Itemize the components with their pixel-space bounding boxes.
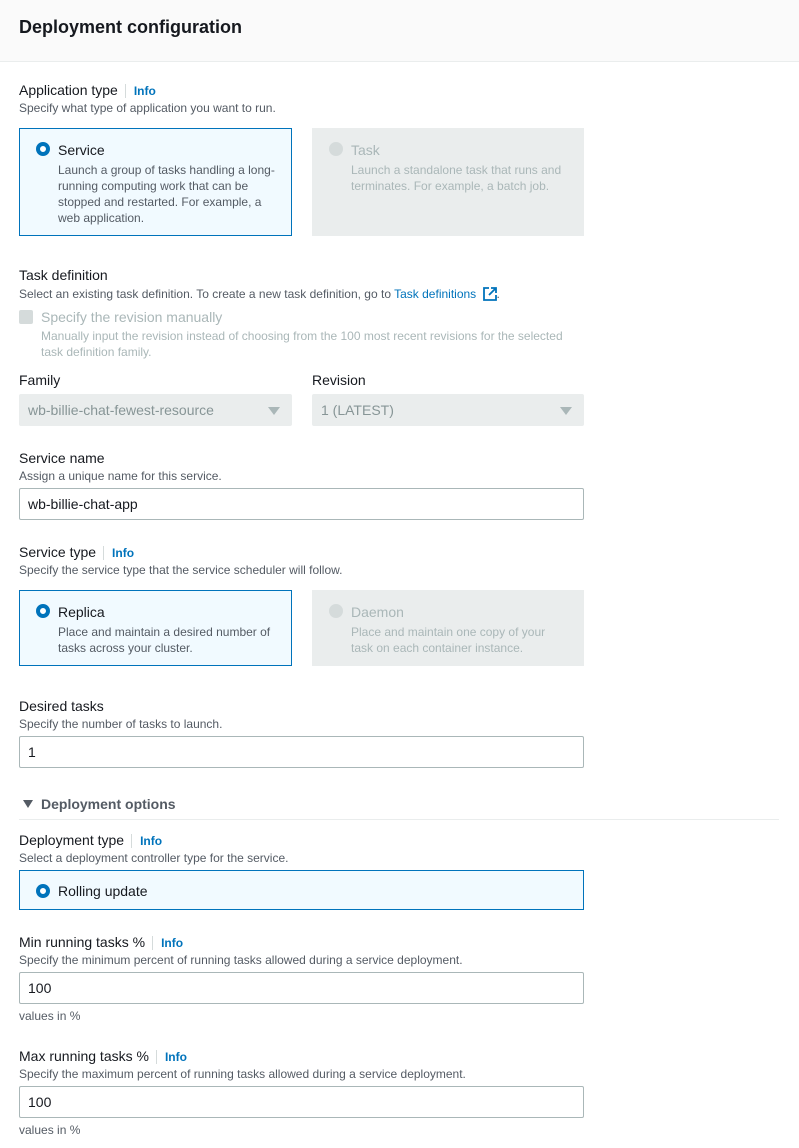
task-tile-description: Launch a standalone task that runs and terminates. For example, a batch job. xyxy=(351,163,562,193)
caret-down-icon xyxy=(23,800,33,808)
deployment-options-toggle[interactable] xyxy=(23,795,176,813)
rolling-update-tile[interactable] xyxy=(19,870,584,910)
desired-tasks-input[interactable]: 1 xyxy=(19,736,584,768)
revision-label: Revision xyxy=(312,372,366,388)
rolling-update-radio[interactable] xyxy=(36,884,50,898)
service-type-description: Specify the service type that the service scheduler will follow. xyxy=(19,563,343,577)
family-label: Family xyxy=(19,372,61,388)
deployment-options-label: Deployment options xyxy=(41,796,176,812)
task-radio[interactable] xyxy=(329,142,343,156)
task-definition-description-suffix: . xyxy=(496,287,500,301)
rolling-update-label: Rolling update xyxy=(58,883,148,899)
application-type-label-row xyxy=(19,81,156,100)
max-running-info-link[interactable]: Info xyxy=(156,1050,187,1064)
service-name-description: Assign a unique name for this service. xyxy=(19,469,222,483)
task-tile-title: Task xyxy=(351,142,380,158)
external-link-icon[interactable] xyxy=(483,287,497,305)
service-type-label: Service type xyxy=(19,544,97,560)
container-header xyxy=(0,0,799,62)
daemon-radio[interactable] xyxy=(329,604,343,618)
min-running-info-link[interactable]: Info xyxy=(152,936,183,950)
max-running-input[interactable]: 100 xyxy=(19,1086,584,1118)
desired-tasks-description: Specify the number of tasks to launch. xyxy=(19,717,223,731)
deployment-type-label: Deployment type xyxy=(19,832,125,848)
application-type-task-tile[interactable] xyxy=(312,128,584,236)
replica-radio[interactable] xyxy=(36,604,50,618)
task-definition-label: Task definition xyxy=(19,267,108,283)
replica-tile-description: Place and maintain a desired number of tasks across your cluster. xyxy=(58,625,271,655)
service-radio[interactable] xyxy=(36,142,50,156)
service-tile-title: Service xyxy=(58,142,105,158)
max-running-hint: values in % xyxy=(19,1123,81,1137)
min-running-label-row xyxy=(19,933,183,952)
task-definition-description xyxy=(19,286,500,305)
service-tile-description: Launch a group of tasks handling a long-running computing work that can be stopped and restarted. For example, a web application. xyxy=(58,163,275,225)
specify-revision-label: Specify the revision manually xyxy=(41,309,223,325)
page-title: Deployment configuration xyxy=(19,17,243,37)
specify-revision-checkbox[interactable] xyxy=(19,310,33,324)
min-running-hint: values in % xyxy=(19,1009,81,1023)
application-type-service-tile[interactable] xyxy=(19,128,292,236)
service-name-label: Service name xyxy=(19,450,105,466)
task-definitions-link[interactable]: Task definitions xyxy=(394,287,477,301)
revision-select-value: 1 (LATEST) xyxy=(321,402,394,418)
service-type-info-link[interactable]: Info xyxy=(103,546,134,560)
task-definition-description-prefix: Select an existing task definition. To create a new task definition, go to xyxy=(19,287,395,301)
specify-revision-description: Manually input the revision instead of choosing from the 100 most recent revisions for the selected task definition family. xyxy=(41,329,563,359)
replica-tile-title: Replica xyxy=(58,604,105,620)
max-running-label-row xyxy=(19,1047,187,1066)
section-divider xyxy=(19,819,779,820)
application-type-description: Specify what type of application you want to run. xyxy=(19,101,276,115)
service-type-replica-tile[interactable] xyxy=(19,590,292,666)
application-type-label: Application type xyxy=(19,82,118,98)
service-type-daemon-tile[interactable] xyxy=(312,590,584,666)
service-type-label-row xyxy=(19,543,134,562)
deployment-type-label-row xyxy=(19,831,162,850)
min-running-label: Min running tasks % xyxy=(19,934,146,950)
daemon-tile-title: Daemon xyxy=(351,604,404,620)
min-running-description: Specify the minimum percent of running tasks allowed during a service deployment. xyxy=(19,953,463,967)
max-running-description: Specify the maximum percent of running tasks allowed during a service deployment. xyxy=(19,1067,466,1081)
service-name-input[interactable]: wb-billie-chat-app xyxy=(19,488,584,520)
deployment-type-description: Select a deployment controller type for the service. xyxy=(19,851,289,865)
daemon-tile-description: Place and maintain one copy of your task on each container instance. xyxy=(351,625,546,655)
family-select[interactable] xyxy=(19,394,292,426)
family-select-value: wb-billie-chat-fewest-resource xyxy=(28,402,214,418)
application-type-info-link[interactable]: Info xyxy=(125,84,156,98)
desired-tasks-label: Desired tasks xyxy=(19,698,104,714)
caret-down-icon xyxy=(268,407,280,415)
max-running-label: Max running tasks % xyxy=(19,1048,149,1064)
deployment-type-info-link[interactable]: Info xyxy=(131,834,162,848)
min-running-input[interactable]: 100 xyxy=(19,972,584,1004)
caret-down-icon xyxy=(560,407,572,415)
revision-select[interactable] xyxy=(312,394,584,426)
